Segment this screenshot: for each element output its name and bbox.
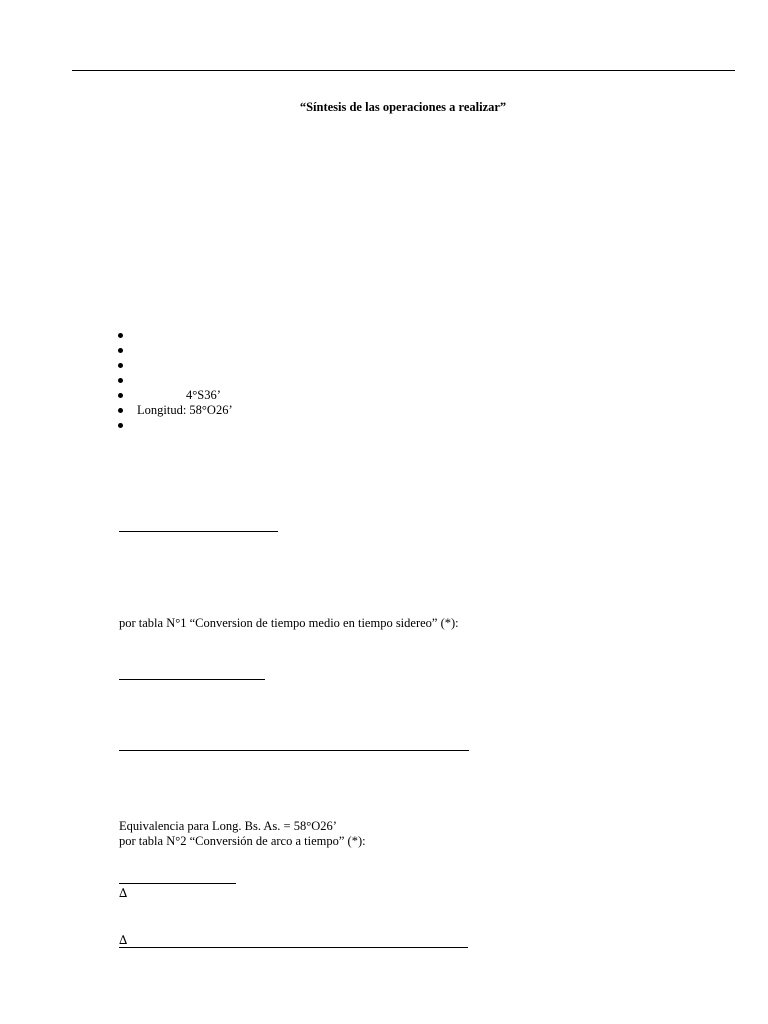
- delta-symbol-2: ∆: [119, 933, 128, 947]
- list-item: [118, 328, 137, 343]
- bullet-icon: [118, 333, 123, 338]
- longitude-text: Longitud: 58°O26’: [137, 403, 233, 417]
- underline-rule-4: [119, 883, 236, 884]
- list-item: [118, 418, 137, 433]
- latitude-value: 4°S36’: [186, 388, 221, 402]
- bullet-icon: [118, 348, 123, 353]
- header-rule: [72, 70, 735, 71]
- bullet-icon: [118, 408, 123, 413]
- list-item: [118, 388, 221, 403]
- table2-reference-text: por tabla N°2 “Conversión de arco a tiempo” (*):: [119, 834, 366, 848]
- bullet-list: [118, 328, 233, 433]
- bullet-icon: [118, 423, 123, 428]
- bullet-icon: [118, 378, 123, 383]
- list-item: [118, 373, 137, 388]
- list-item: [118, 403, 233, 418]
- list-item: [118, 343, 137, 358]
- list-item: [118, 358, 137, 373]
- equivalence-text: Equivalencia para Long. Bs. As. = 58°O26’: [119, 819, 337, 833]
- bullet-icon: [118, 363, 123, 368]
- underline-rule-5: [119, 947, 468, 948]
- document-title: “Síntesis de las operaciones a realizar”: [299, 100, 507, 114]
- underline-rule-3: [119, 750, 469, 751]
- delta-symbol-1: ∆: [119, 886, 128, 900]
- underline-rule-2: [119, 679, 265, 680]
- table1-reference-text: por tabla N°1 “Conversion de tiempo medio en tiempo sidereo” (*):: [119, 616, 459, 630]
- underline-rule-1: [119, 531, 278, 532]
- bullet-icon: [118, 393, 123, 398]
